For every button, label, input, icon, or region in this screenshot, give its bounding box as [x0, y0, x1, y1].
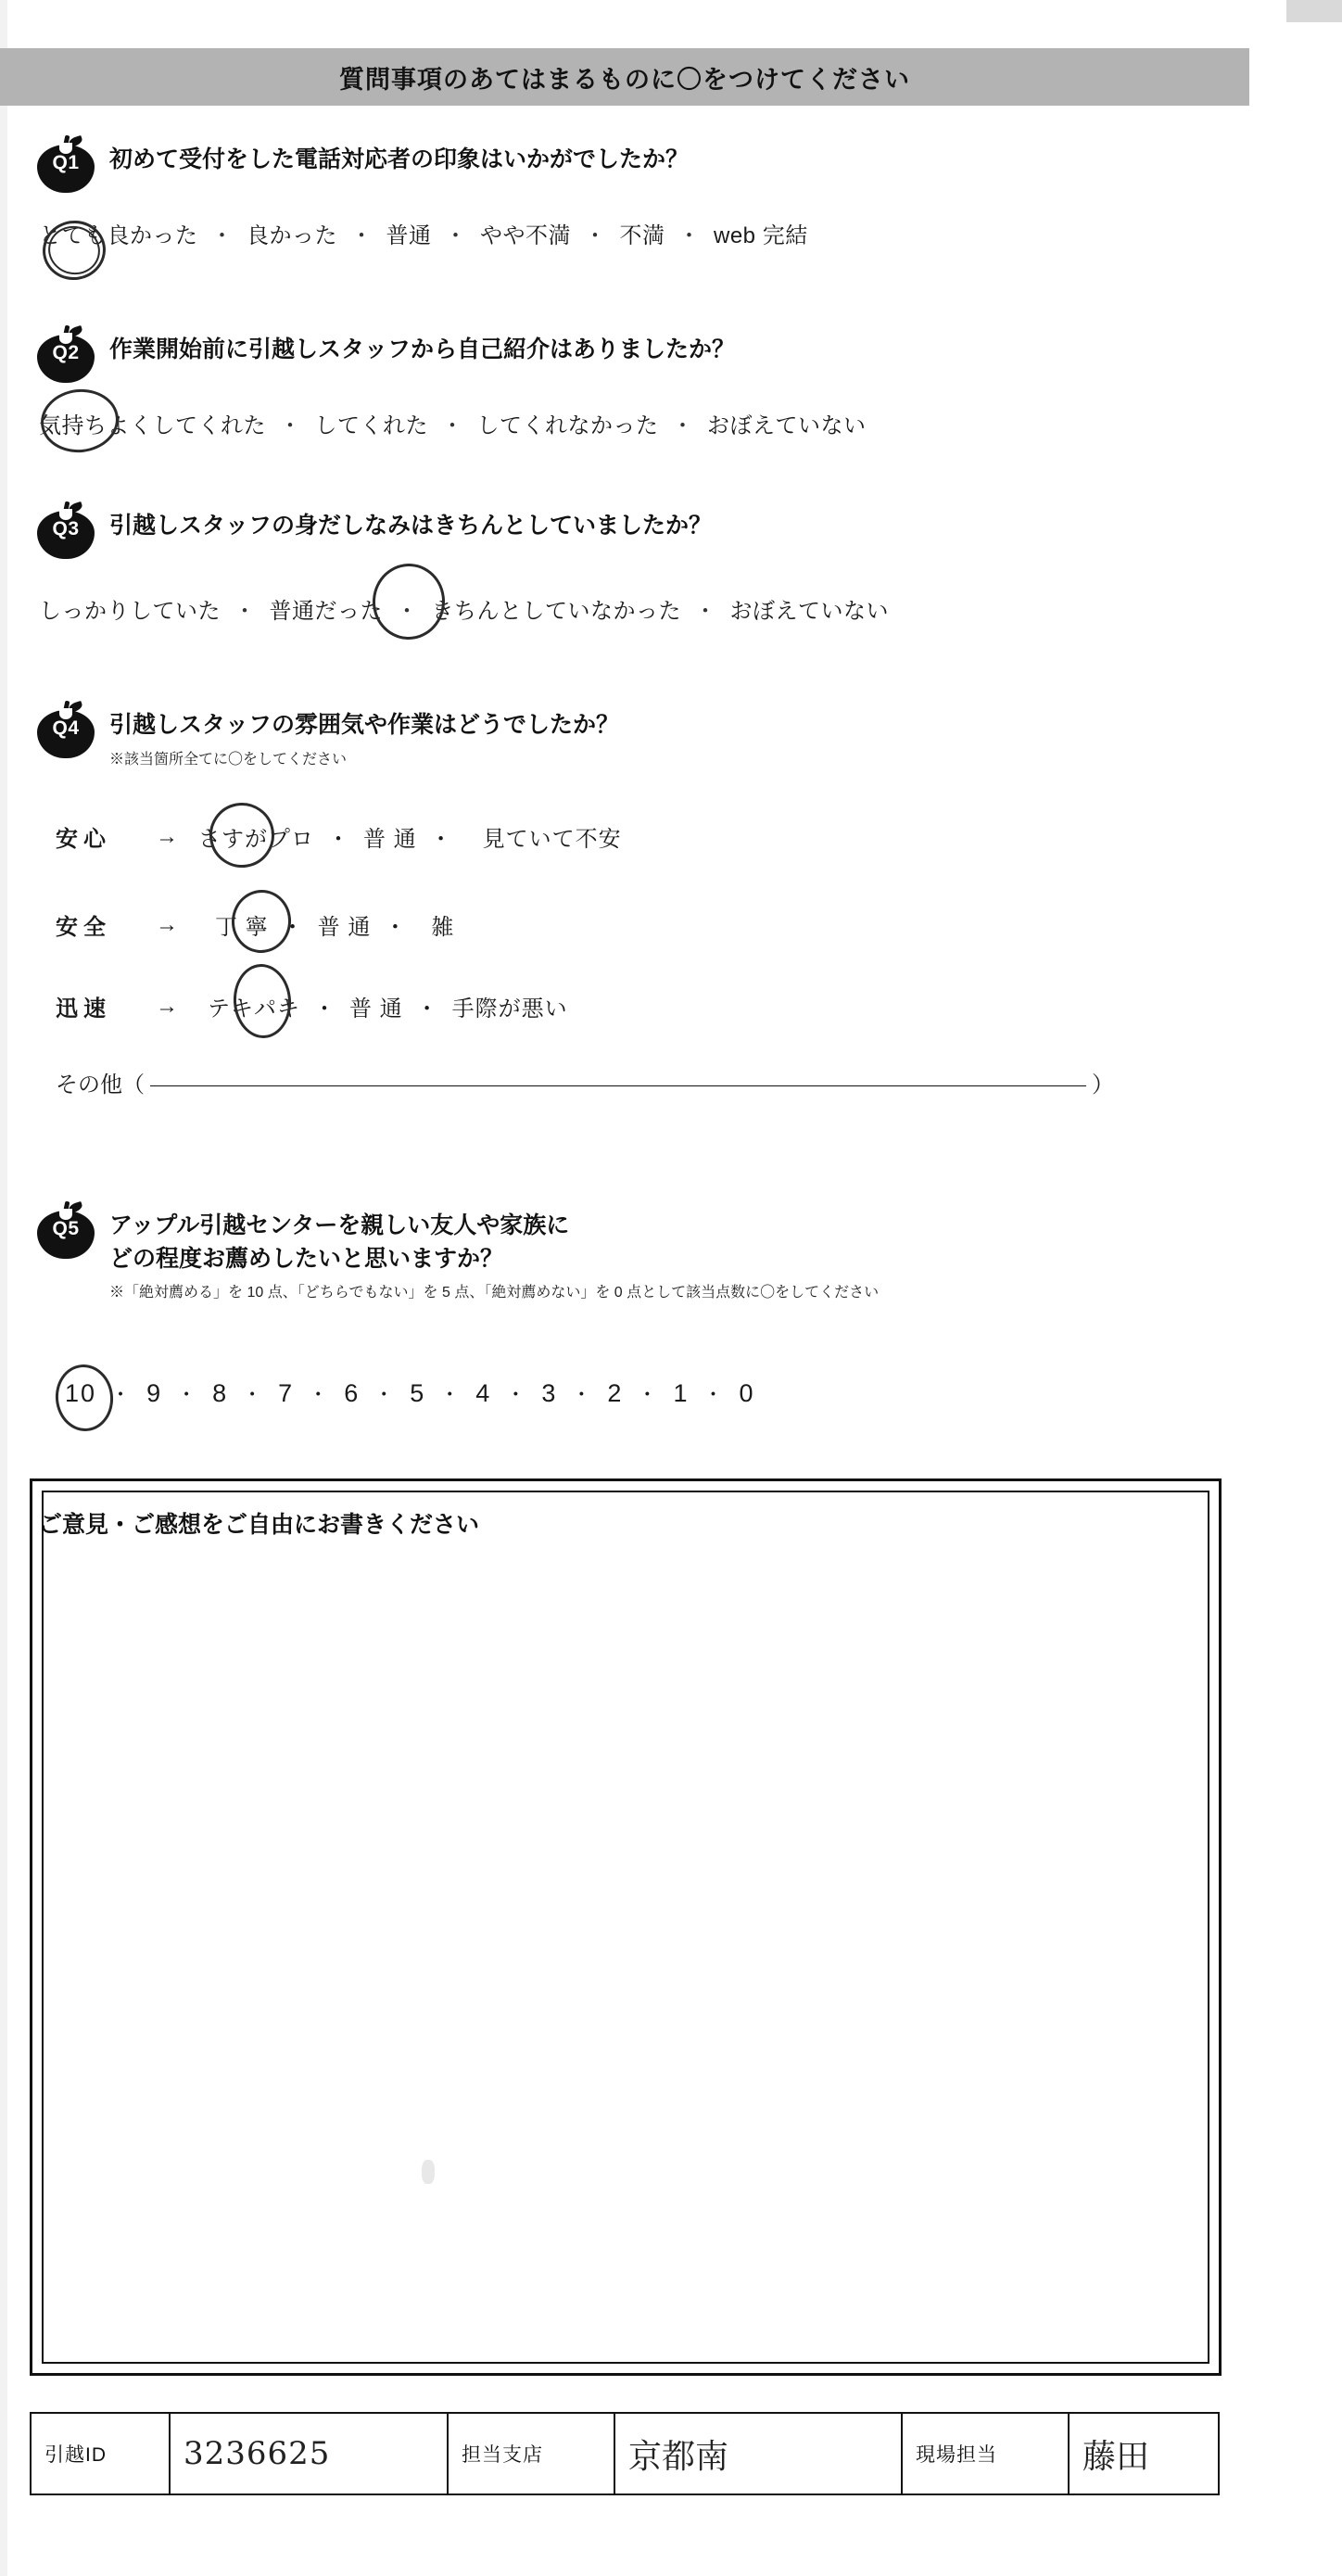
- q1-options: [0, 217, 1342, 249]
- q5-scale-9[interactable]: 9: [146, 1379, 163, 1407]
- q4-row-jinsoku-arrow: →: [156, 993, 178, 1019]
- q3-heading: [0, 505, 1342, 559]
- q4-row-anzen-label: 安全: [56, 915, 111, 940]
- sep: ・: [637, 1383, 660, 1406]
- sep: ・: [429, 827, 453, 852]
- q2-badge-label: Q2: [52, 342, 80, 363]
- q3-option-2[interactable]: きちんとしていなかった: [431, 599, 681, 624]
- footer-branch-value: 京都南: [628, 2437, 729, 2476]
- footer-label-id: [32, 2414, 171, 2494]
- footer-staff-label: 現場担当: [916, 2444, 997, 2466]
- q1-option-1[interactable]: 良かった: [247, 223, 337, 248]
- page-title: 質問事項のあてはまるものに〇をつけてください: [339, 65, 910, 94]
- q4-other-close: ）: [1092, 1072, 1114, 1098]
- sep: ・: [584, 223, 607, 248]
- q4-anzen-handwritten-circle: [229, 887, 295, 956]
- q5-scale-1[interactable]: 1: [673, 1379, 690, 1407]
- q4-anzen-option-1[interactable]: 普 通: [317, 915, 372, 940]
- q4-other-input[interactable]: [150, 1085, 1086, 1086]
- sep: ・: [373, 1383, 397, 1406]
- sep: ・: [242, 1383, 265, 1406]
- question-q4: [0, 704, 1342, 768]
- q1-title: 初めて受付をした電話対応者の印象はいかがでしたか？: [109, 146, 690, 172]
- footer-value-id[interactable]: [171, 2414, 449, 2494]
- apple-badge-icon: [37, 135, 95, 193]
- q5-scale-3[interactable]: 3: [541, 1379, 558, 1407]
- q5-scale: [65, 1379, 755, 1408]
- q3-option-3[interactable]: おぼえていない: [729, 599, 889, 624]
- q3-option-0[interactable]: しっかりしていた: [39, 599, 221, 624]
- footer-label-staff: [903, 2414, 1070, 2494]
- q4-row-anzen: [0, 908, 454, 941]
- q4-row-anshin-arrow: →: [156, 823, 178, 849]
- sep: ・: [441, 413, 464, 438]
- q1-option-5[interactable]: web 完結: [714, 223, 808, 248]
- q5-subtitle: ※「絶対薦める」を 10 点、「どちらでもない」を 5 点、「絶対薦めない」を 0 点として該当点数に〇をしてください: [109, 1285, 880, 1301]
- q4-row-anzen-arrow: →: [156, 911, 178, 937]
- q4-title: 引越しスタッフの雰囲気や作業はどうでしたか？: [109, 712, 620, 738]
- sep: ・: [210, 223, 234, 248]
- sep: ・: [350, 223, 373, 248]
- footer-staff-value: 藤田: [1082, 2437, 1150, 2476]
- q3-badge-label: Q3: [52, 518, 80, 539]
- footer-value-staff[interactable]: [1070, 2414, 1218, 2494]
- q1-badge-label: Q1: [52, 152, 80, 173]
- sep: ・: [327, 827, 350, 852]
- q4-other-line: [56, 1066, 1233, 1098]
- question-q2: [0, 329, 1342, 439]
- q5-scale-7[interactable]: 7: [278, 1379, 295, 1407]
- comment-label: ご意見・ご感想をご自由にお書きください: [39, 1512, 480, 1538]
- sep: ・: [308, 1383, 331, 1406]
- scan-smudge: [422, 2160, 435, 2184]
- sep: ・: [703, 1383, 726, 1406]
- header-banner: [0, 48, 1249, 106]
- q2-option-3[interactable]: おぼえていない: [707, 413, 867, 438]
- q4-anzen-option-0[interactable]: 丁 寧: [215, 915, 269, 940]
- q5-scale-4[interactable]: 4: [475, 1379, 492, 1407]
- q2-option-0[interactable]: 気持ちよくしてくれた: [39, 413, 266, 438]
- comment-box-inner-border: [42, 1491, 1209, 2364]
- q1-option-2[interactable]: 普通: [386, 223, 432, 248]
- sep: ・: [439, 1383, 462, 1406]
- sep: ・: [176, 1383, 199, 1406]
- comment-box[interactable]: [30, 1478, 1222, 2376]
- sep: ・: [444, 223, 467, 248]
- q4-other-label: その他（: [56, 1072, 145, 1098]
- q4-anshin-option-2[interactable]: 見ていて不安: [482, 827, 622, 852]
- q5-title-line1: アップル引越センターを親しい友人や家族に: [109, 1212, 570, 1238]
- q4-anzen-option-2[interactable]: 雑: [431, 915, 455, 940]
- q4-heading: [0, 704, 1342, 768]
- footer-id-label: 引越ID: [44, 2444, 107, 2466]
- q2-heading: [0, 329, 1342, 383]
- sep: ・: [110, 1383, 133, 1406]
- sep: ・: [279, 413, 302, 438]
- q4-row-anshin: [0, 820, 622, 853]
- q1-option-0[interactable]: とても良かった: [39, 223, 198, 248]
- footer-id-value: 3236625: [184, 2435, 331, 2472]
- q4-subtitle: ※該当箇所全てに〇をしてください: [109, 751, 348, 768]
- q5-scale-5[interactable]: 5: [410, 1379, 426, 1407]
- q5-handwritten-circle: [52, 1362, 116, 1434]
- footer-label-branch: [449, 2414, 615, 2494]
- q5-scale-10[interactable]: 10: [65, 1379, 97, 1407]
- q5-badge-label: Q5: [52, 1218, 80, 1239]
- question-q5: [0, 1205, 1342, 1301]
- sep: ・: [694, 599, 717, 624]
- sep: ・: [234, 599, 257, 624]
- apple-badge-icon: [37, 325, 95, 383]
- q4-anshin-handwritten-circle: [204, 797, 279, 872]
- sep: ・: [396, 599, 419, 624]
- sep: ・: [384, 915, 408, 940]
- q3-option-1[interactable]: 普通だった: [269, 599, 383, 624]
- q2-option-1[interactable]: してくれた: [314, 413, 428, 438]
- q4-jinsoku-option-1[interactable]: 普 通: [349, 996, 403, 1022]
- footer-value-branch[interactable]: [615, 2414, 903, 2494]
- q4-badge-label: Q4: [52, 717, 80, 739]
- q4-jinsoku-handwritten-circle: [231, 962, 293, 1040]
- sep: ・: [415, 996, 439, 1022]
- footer-branch-label: 担当支店: [462, 2444, 543, 2466]
- footer-table: [30, 2412, 1220, 2495]
- q5-scale-8[interactable]: 8: [212, 1379, 229, 1407]
- q1-heading: [0, 139, 1342, 193]
- q4-row-jinsoku-label: 迅速: [56, 996, 111, 1022]
- q3-title: 引越しスタッフの身だしなみはきちんとしていましたか？: [109, 513, 713, 539]
- q1-option-3[interactable]: やや不満: [480, 223, 571, 248]
- q5-scale-6[interactable]: 6: [344, 1379, 361, 1407]
- apple-badge-icon: [37, 1201, 95, 1259]
- q5-title-line2: どの程度お薦めしたいと思いますか？: [109, 1245, 504, 1272]
- sep: ・: [571, 1383, 594, 1406]
- scan-corner-mark: [1286, 0, 1342, 22]
- q1-option-4[interactable]: 不満: [619, 223, 665, 248]
- q4-jinsoku-option-2[interactable]: 手際が悪い: [451, 996, 568, 1022]
- q5-scale-0[interactable]: 0: [739, 1379, 755, 1407]
- q4-anshin-option-1[interactable]: 普 通: [363, 827, 417, 852]
- q4-row-anshin-label: 安心: [56, 827, 111, 852]
- q2-options: [0, 407, 1342, 439]
- apple-badge-icon: [37, 501, 95, 559]
- q3-options: [0, 592, 1342, 625]
- sep: ・: [505, 1383, 528, 1406]
- q4-anshin-option-0[interactable]: さすがプロ: [198, 827, 314, 852]
- apple-badge-icon: [37, 701, 95, 758]
- sep: ・: [281, 915, 305, 940]
- question-q1: [0, 139, 1342, 249]
- q4-jinsoku-option-0[interactable]: テキパキ: [208, 996, 300, 1022]
- q5-heading: [0, 1205, 1342, 1301]
- question-q3: [0, 505, 1342, 625]
- sep: ・: [677, 223, 701, 248]
- q2-option-2[interactable]: してくれなかった: [476, 413, 659, 438]
- sep: ・: [313, 996, 336, 1022]
- sep: ・: [671, 413, 694, 438]
- q5-scale-2[interactable]: 2: [607, 1379, 624, 1407]
- q2-title: 作業開始前に引越しスタッフから自己紹介はありましたか？: [109, 336, 736, 362]
